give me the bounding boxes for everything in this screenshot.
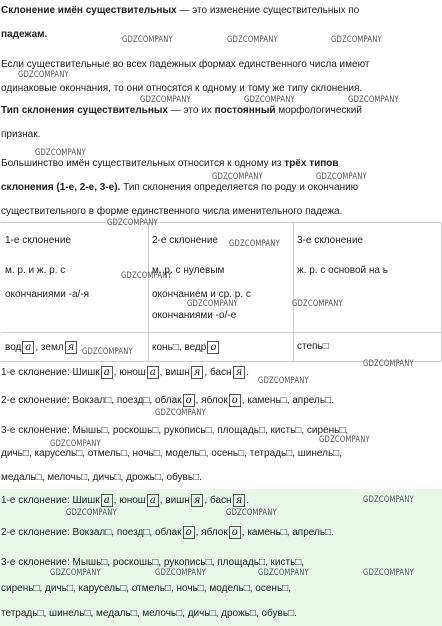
col2-examples: конь□, ведр о [152,341,220,354]
para4-line-3: существительного в форме единственного числа именительного падежа. [1,206,343,217]
watermark-text: GDZCOMPANY [331,35,382,45]
watermark-text: GDZCOMPANY [244,95,295,105]
watermark-text: GDZCOMPANY [50,568,101,578]
col1-rule-1: м. р. и ж. р. с [5,265,66,276]
watermark-text: GDZCOMPANY [363,568,414,578]
ending-box: о [183,394,195,407]
col2-rule-2: окончанием и ср. р. с [152,289,251,300]
watermark-text: GDZCOMPANY [229,239,280,249]
col2-rule-1: м. р. с нулевым [152,265,225,276]
watermark-text: GDZCOMPANY [363,495,414,505]
ending-box: я [191,494,204,507]
intro-line-2 [1,28,47,42]
ending-box: о [183,526,195,539]
intro-term: Склонение имён существительных [1,5,177,16]
watermark-text: GDZCOMPANY [348,95,399,105]
table-col-1 [1,223,149,361]
intro-definition: — это изменение существительных по [176,5,360,16]
task-line-3b: дичь□, карусель□, отмель□, ночь□, модель□, осень□, тетрадь□, шинель□, [1,448,342,459]
col1-rule-2: окончаниями -а/-я [5,289,90,300]
watermark-text: GDZCOMPANY [121,271,172,281]
ending-box: а [147,366,159,379]
col3-rule-1: ж. р. с основой на ь [297,265,388,276]
watermark-text: GDZCOMPANY [155,408,206,418]
watermark-text: GDZCOMPANY [227,35,278,45]
ending-box: о [229,526,241,539]
col3-examples: степь□ [297,341,329,352]
answer-line-3a: 3-е склонение: Мышь□, роскошь□, рукопись□, площадь□, кисть□, [1,557,305,568]
task-line-1: 1-е склонение: Шишк а , юнош а , вишн я , басн я . [1,367,249,378]
para4-pre: Большинство имён существительных относится к одному из [1,158,285,169]
answer-line-1: 1-е склонение: Шишк а , юнош а , вишн я , басн я . [1,495,249,506]
answer-line-2: 2-е склонение: Вокзал□, поезд□, облак о , яблок о , камень□, апрель□. [1,527,334,538]
ending-box: я [233,366,246,379]
para3-mid: — это их [167,105,215,116]
ending-box: а [101,494,113,507]
para4-line-2 [1,181,358,195]
para2-line-2: одинаковые окончания, то они относятся к одному и тому же типу склонения. [1,83,363,94]
ending-box: я [191,366,204,379]
watermark-text: GDZCOMPANY [258,376,309,386]
task-line-3c: медаль□, мелочь□, дичь□, дрожь□, обувь□. [1,472,202,483]
watermark-text: GDZCOMPANY [140,95,191,105]
watermark-text: GDZCOMPANY [187,299,238,309]
watermark-text: GDZCOMPANY [319,435,370,445]
watermark-text: GDZCOMPANY [258,568,309,578]
col3-header: 3-е склонение [297,235,363,246]
para3-line-2: признак. [1,129,41,140]
para4-bold-2: склонения (1-е, 2-е, 3-е). [1,182,121,193]
ending-box: а [147,494,159,507]
answer-line-3c: тетрадь□, шинель□, медаль□, мелочь□, дичь□, дрожь□, обувь□. [1,608,297,619]
declension-table [1,222,441,362]
ending-box: о [207,341,219,354]
intro-line-1 [1,4,359,18]
answer-line-3b: сирень□, дичь□, карусель□, отмель□, ночь□, модель□, осень□, [1,583,291,594]
watermark-text: GDZCOMPANY [292,299,343,309]
ending-box: я [65,341,78,354]
table-divider [1,332,441,333]
col2-header: 2-е склонение [152,235,218,246]
watermark-text: GDZCOMPANY [107,218,158,228]
watermark-text: GDZCOMPANY [82,347,133,357]
para3-emphasis: постоянный [214,105,276,116]
para4-line-1 [1,157,339,171]
watermark-text: GDZCOMPANY [226,508,277,518]
task-line-2: 2-е склонение: Вокзал□, поезд□, облак о , яблок о , камень□, апрель□. [1,395,334,406]
col1-header: 1-е склонение [5,235,71,246]
para4-rest: Тип склонения определяется по роду и окончанию [120,182,359,193]
para3-line-1 [1,104,362,118]
watermark-text: GDZCOMPANY [155,568,206,578]
ending-box: я [233,494,246,507]
watermark-text: GDZCOMPANY [363,359,414,369]
table-col-3 [293,223,442,361]
watermark-text: GDZCOMPANY [35,148,86,158]
watermark-text: GDZCOMPANY [18,70,69,80]
watermark-text: GDZCOMPANY [122,35,173,45]
col1-examples: вод а , земл я [5,341,78,354]
para2-line-1: Если существительные во всех падежных формах единственного числа имеют [1,59,370,70]
ending-box: а [101,366,113,379]
intro-term-cont: падежам. [1,29,48,40]
ending-box: а [22,341,34,354]
watermark-text: GDZCOMPANY [212,172,263,182]
ending-box: о [229,394,241,407]
col2-rule-3: окончаниями -о/-е [152,310,237,321]
para3-rest: морфологический [275,105,362,116]
watermark-text: GDZCOMPANY [50,439,101,449]
para4-bold: трёх типов [284,158,339,169]
task-line-3a: 3-е склонение: Мышь□, роскошь□, рукопись□, площадь□, кисть□, сирень□, [1,425,349,436]
watermark-text: GDZCOMPANY [316,172,367,182]
para3-term: Тип склонения существительных [1,105,168,116]
watermark-text: GDZCOMPANY [66,508,117,518]
